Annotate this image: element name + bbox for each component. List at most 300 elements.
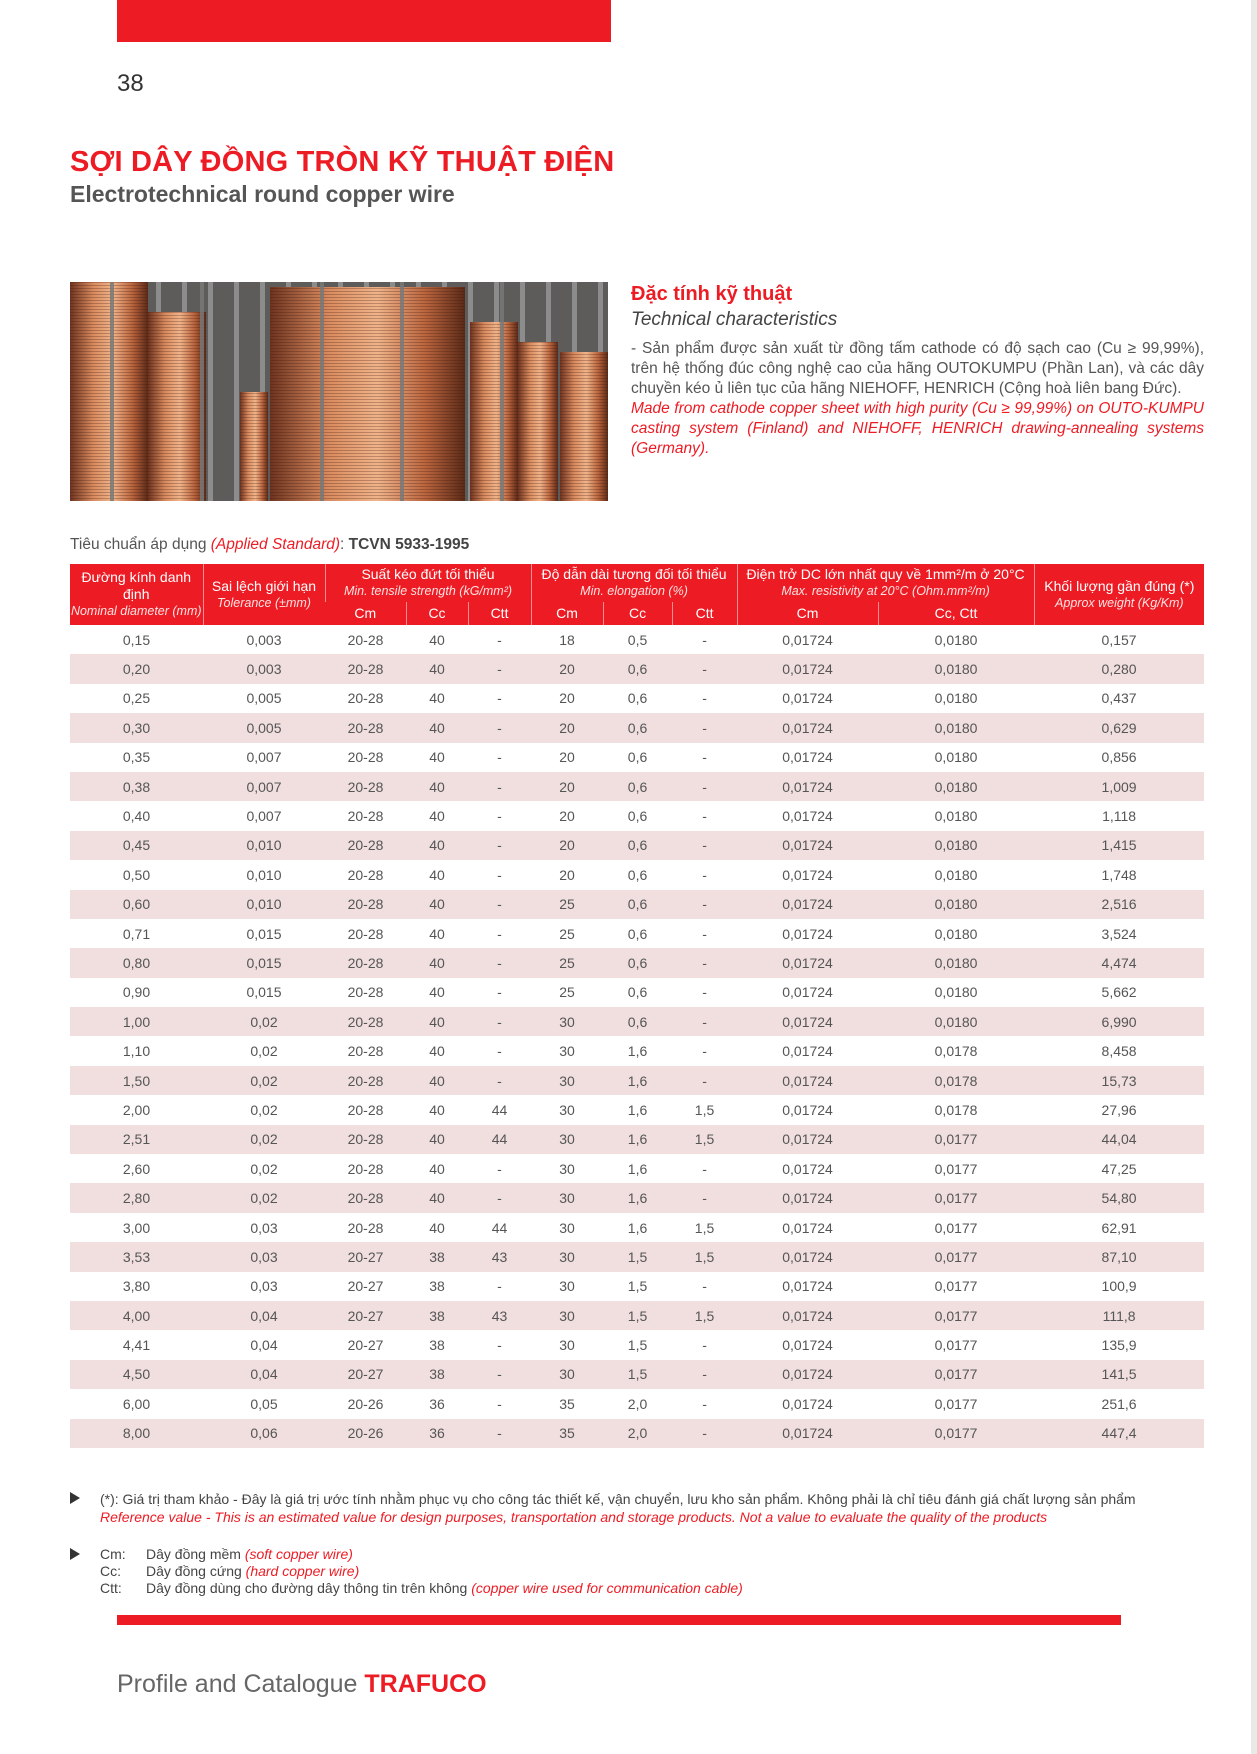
cell-diameter: 4,50 <box>70 1360 203 1389</box>
cell-weight: 1,415 <box>1034 831 1204 860</box>
cell-resistivity-cc-ctt: 0,0177 <box>878 1419 1034 1448</box>
cell-tensile-ctt: - <box>497 925 502 942</box>
cell-resistivity-cc-ctt: 0,0178 <box>878 1066 1034 1095</box>
cell-tolerance: 0,02 <box>203 1125 325 1154</box>
cell-elongation-cm: 30 <box>559 1160 575 1177</box>
table-row <box>70 1389 1204 1418</box>
cell-resistivity-cc-ctt: 0,0177 <box>934 1219 978 1236</box>
table-row <box>70 1154 1204 1183</box>
cell-diameter: 0,15 <box>122 631 151 648</box>
cell-elongation-cc: 1,6 <box>627 1101 648 1118</box>
spec-table-body <box>70 625 1204 1448</box>
cell-tensile-cm: 20-28 <box>325 1066 406 1095</box>
cell-elongation-cc: 0,6 <box>603 772 672 801</box>
cell-tensile-ctt: - <box>468 948 531 977</box>
cell-tolerance: 0,03 <box>250 1219 278 1236</box>
table-row <box>70 1213 1204 1242</box>
tech-text-en: Made from cathode copper sheet with high purity (Cu ≥ 99,99%) on OUTO-KUMPU casting system (Finland) and NIEHOFF, HENRICH drawing-annealing systems (Germany). <box>631 400 1204 457</box>
cell-resistivity-cc-ctt: 0,0180 <box>934 631 978 648</box>
cell-elongation-cm: 20 <box>559 690 575 707</box>
cell-resistivity-cc-ctt: 0,0177 <box>878 1242 1034 1271</box>
cell-elongation-ctt: - <box>702 1160 707 1177</box>
cell-tensile-ctt: - <box>468 1066 531 1095</box>
cell-elongation-cm: 30 <box>531 1007 603 1036</box>
cell-elongation-ctt: - <box>672 1183 737 1212</box>
subheader-tensile-cc: Cc <box>406 602 468 625</box>
page-title-en: Electrotechnical round copper wire <box>70 181 455 207</box>
cell-tolerance: 0,005 <box>203 713 325 742</box>
table-row <box>70 772 1204 801</box>
header-tensile <box>325 564 531 602</box>
cell-tensile-cm: 20-28 <box>347 925 384 942</box>
page-edge <box>1251 0 1257 1754</box>
cell-tensile-cc: 40 <box>406 1183 468 1212</box>
cell-resistivity-cc-ctt: 0,0180 <box>934 690 978 707</box>
table-row <box>70 1301 1204 1330</box>
cell-tolerance: 0,007 <box>203 772 325 801</box>
notes-section <box>70 1490 1210 1597</box>
cell-elongation-ctt: - <box>702 984 707 1001</box>
cell-diameter: 4,00 <box>70 1301 203 1330</box>
cell-tensile-cc: 40 <box>429 749 445 766</box>
cell-elongation-cm: 20 <box>559 749 575 766</box>
cell-tensile-cm: 20-28 <box>325 948 406 977</box>
cell-tensile-cm: 20-28 <box>347 749 384 766</box>
subheader-tensile-cm: Cm <box>325 602 406 625</box>
table-row <box>70 1242 1204 1271</box>
cell-diameter: 3,53 <box>70 1242 203 1271</box>
cell-elongation-cm: 35 <box>559 1395 575 1412</box>
cell-elongation-ctt: - <box>672 831 737 860</box>
cell-tensile-cc: 40 <box>429 1101 445 1118</box>
cell-weight: 135,9 <box>1101 1337 1137 1354</box>
cell-tensile-cm: 20-28 <box>347 1219 384 1236</box>
abbreviation-definition: Dây đồng dùng cho đường dây thông tin trên không (copper wire used for communication cable) <box>146 1580 743 1596</box>
cell-resistivity-cc-ctt: 0,0178 <box>934 1043 978 1060</box>
cell-tensile-cc: 40 <box>406 890 468 919</box>
cell-tolerance: 0,02 <box>203 1066 325 1095</box>
cell-elongation-cm: 20 <box>531 654 603 683</box>
cell-weight: 141,5 <box>1034 1360 1204 1389</box>
copper-coils-illustration <box>70 282 608 501</box>
cell-diameter: 3,80 <box>122 1278 151 1295</box>
cell-weight: 87,10 <box>1034 1242 1204 1271</box>
cell-weight: 54,80 <box>1034 1183 1204 1212</box>
cell-tolerance: 0,003 <box>203 654 325 683</box>
cell-tensile-cm: 20-28 <box>325 1183 406 1212</box>
cell-resistivity-cm: 0,01724 <box>782 1278 833 1295</box>
cell-resistivity-cc-ctt: 0,0177 <box>878 1125 1034 1154</box>
cell-elongation-cc: 1,5 <box>603 1301 672 1330</box>
cell-tensile-ctt: - <box>497 1043 502 1060</box>
cell-tensile-ctt: - <box>497 1160 502 1177</box>
standard-label-en: (Applied Standard) <box>210 536 341 553</box>
header-tolerance-vn: Sai lệch giới hạn <box>211 577 317 594</box>
cell-resistivity-cm: 0,01724 <box>782 808 833 825</box>
cell-tensile-cm: 20-28 <box>347 808 384 825</box>
cell-tensile-cc: 40 <box>429 690 445 707</box>
cell-diameter: 0,38 <box>70 772 203 801</box>
cell-resistivity-cm: 0,01724 <box>782 984 833 1001</box>
cell-tensile-cc: 38 <box>406 1301 468 1330</box>
cell-elongation-cc: 1,5 <box>627 1278 648 1295</box>
cell-weight: 3,524 <box>1101 925 1137 942</box>
cell-elongation-cm: 20 <box>531 772 603 801</box>
cell-resistivity-cc-ctt: 0,0180 <box>878 713 1034 742</box>
table-row <box>70 1183 1204 1212</box>
cell-elongation-cm: 30 <box>531 1183 603 1212</box>
header-elongation <box>531 564 737 602</box>
header-resistivity <box>737 564 1034 602</box>
cell-elongation-cm: 30 <box>531 1360 603 1389</box>
cell-elongation-ctt: 1,5 <box>672 1301 737 1330</box>
cell-elongation-cm: 30 <box>559 1043 575 1060</box>
cell-tensile-cc: 40 <box>406 831 468 860</box>
cell-resistivity-cc-ctt: 0,0180 <box>878 890 1034 919</box>
cell-elongation-ctt: - <box>672 772 737 801</box>
cell-elongation-ctt: 1,5 <box>672 1242 737 1271</box>
cell-tensile-cc: 40 <box>406 948 468 977</box>
cell-tensile-cm: 20-27 <box>325 1301 406 1330</box>
cell-resistivity-cc-ctt: 0,0180 <box>878 772 1034 801</box>
cell-weight: 0,280 <box>1034 654 1204 683</box>
cell-tolerance: 0,03 <box>250 1278 278 1295</box>
cell-tolerance: 0,015 <box>246 925 282 942</box>
cell-weight: 100,9 <box>1101 1278 1137 1295</box>
table-row <box>70 1007 1204 1036</box>
cell-elongation-ctt: - <box>672 890 737 919</box>
cell-tolerance: 0,05 <box>250 1395 278 1412</box>
bottom-accent-bar <box>117 1615 1121 1625</box>
cell-elongation-ctt: - <box>702 866 707 883</box>
cell-elongation-ctt: - <box>702 749 707 766</box>
cell-tensile-ctt: - <box>468 831 531 860</box>
table-row <box>70 1125 1204 1154</box>
cell-elongation-cc: 1,6 <box>603 1183 672 1212</box>
cell-tensile-ctt: - <box>468 713 531 742</box>
cell-tensile-cc: 38 <box>429 1278 445 1295</box>
cell-elongation-ctt: 1,5 <box>694 1219 715 1236</box>
table-row <box>70 1036 1204 1065</box>
table-row <box>70 890 1204 919</box>
cell-diameter: 1,00 <box>70 1007 203 1036</box>
cell-elongation-cc: 0,6 <box>627 690 648 707</box>
cell-tensile-cm: 20-28 <box>325 1007 406 1036</box>
cell-elongation-cm: 25 <box>559 984 575 1001</box>
cell-elongation-cm: 18 <box>559 631 575 648</box>
cell-weight: 44,04 <box>1034 1125 1204 1154</box>
table-row <box>70 1330 1204 1359</box>
page-number: 38 <box>117 70 144 97</box>
cell-resistivity-cm: 0,01724 <box>737 1007 878 1036</box>
cell-resistivity-cm: 0,01724 <box>782 1043 833 1060</box>
cell-resistivity-cm: 0,01724 <box>737 1125 878 1154</box>
cell-resistivity-cc-ctt: 0,0180 <box>878 654 1034 683</box>
cell-diameter: 8,00 <box>70 1419 203 1448</box>
cell-diameter: 0,25 <box>122 690 151 707</box>
cell-resistivity-cm: 0,01724 <box>782 866 833 883</box>
tech-text-vn: - Sản phẩm được sản xuất từ đồng tấm cathode có độ sạch cao (Cu ≥ 99,99%), trên hệ thống đúc công nghệ cao của hãng OUTOKUMPU (Phần Lan), và các dây chuyền kéo ủ liên tục của hãng NIEHOFF, HENRICH (Cộng hoà liên bang Đức). <box>631 340 1204 397</box>
copper-wire-coils-photo <box>70 282 608 501</box>
cell-elongation-ctt: - <box>672 1360 737 1389</box>
cell-tolerance: 0,003 <box>246 631 282 648</box>
cell-resistivity-cm: 0,01724 <box>782 1101 833 1118</box>
cell-tolerance: 0,02 <box>203 1183 325 1212</box>
cell-elongation-ctt: - <box>672 713 737 742</box>
cell-resistivity-cc-ctt: 0,0178 <box>934 1101 978 1118</box>
cell-resistivity-cc-ctt: 0,0177 <box>934 1337 978 1354</box>
cell-elongation-cm: 20 <box>559 808 575 825</box>
cell-tolerance: 0,02 <box>250 1160 278 1177</box>
cell-tolerance: 0,007 <box>246 808 282 825</box>
cell-elongation-ctt: - <box>702 925 707 942</box>
cell-elongation-cc: 1,5 <box>627 1337 648 1354</box>
cell-elongation-ctt: - <box>702 1395 707 1412</box>
cell-tensile-ctt: - <box>468 1183 531 1212</box>
cell-elongation-ctt: - <box>702 808 707 825</box>
cell-tolerance: 0,02 <box>250 1101 278 1118</box>
cell-elongation-ctt: 1,5 <box>672 1125 737 1154</box>
cell-resistivity-cm: 0,01724 <box>782 690 833 707</box>
cell-resistivity-cm: 0,01724 <box>737 1066 878 1095</box>
cell-diameter: 0,80 <box>70 948 203 977</box>
cell-weight: 6,990 <box>1034 1007 1204 1036</box>
table-row <box>70 1360 1204 1389</box>
cell-tensile-ctt: 44 <box>491 1219 508 1236</box>
cell-tensile-cc: 40 <box>406 1125 468 1154</box>
applied-standard <box>70 536 469 554</box>
cell-weight: 2,516 <box>1034 890 1204 919</box>
cell-weight: 0,629 <box>1034 713 1204 742</box>
footer <box>117 1670 487 1699</box>
cell-elongation-cc: 1,5 <box>603 1242 672 1271</box>
abbreviation-key: Ctt: <box>100 1580 122 1596</box>
abbreviation-item <box>100 1563 1210 1580</box>
cell-resistivity-cm: 0,01724 <box>737 713 878 742</box>
cell-tolerance: 0,04 <box>203 1301 325 1330</box>
cell-tensile-cc: 40 <box>429 1043 445 1060</box>
cell-tolerance: 0,015 <box>203 948 325 977</box>
cell-elongation-ctt: - <box>702 631 707 648</box>
cell-weight: 8,458 <box>1101 1043 1137 1060</box>
cell-tensile-cc: 38 <box>406 1360 468 1389</box>
table-row <box>70 654 1204 683</box>
abbreviation-item <box>100 1546 1210 1563</box>
top-accent-bar <box>117 0 611 42</box>
footer-text: Profile and Catalogue <box>117 1670 365 1698</box>
standard-value: TCVN 5933-1995 <box>348 536 470 553</box>
table-row <box>70 919 1204 948</box>
cell-elongation-cm: 30 <box>559 1337 575 1354</box>
cell-tensile-cm: 20-28 <box>347 866 384 883</box>
cell-diameter: 4,41 <box>122 1337 151 1354</box>
cell-elongation-ctt: 1,5 <box>694 1101 715 1118</box>
technical-characteristics <box>631 283 1204 459</box>
cell-tensile-ctt: - <box>497 1337 502 1354</box>
cell-elongation-ctt: - <box>672 948 737 977</box>
cell-tensile-cm: 20-28 <box>347 690 384 707</box>
cell-diameter: 0,50 <box>122 866 151 883</box>
cell-resistivity-cm: 0,01724 <box>737 1242 878 1271</box>
cell-resistivity-cm: 0,01724 <box>737 1301 878 1330</box>
cell-tensile-ctt: - <box>497 631 502 648</box>
cell-tensile-ctt: 44 <box>468 1125 531 1154</box>
table-row <box>70 860 1204 889</box>
cell-elongation-cm: 25 <box>559 925 575 942</box>
table-row <box>70 948 1204 977</box>
cell-tensile-ctt: - <box>497 866 502 883</box>
cell-tensile-cc: 40 <box>429 866 445 883</box>
cell-tensile-cm: 20-28 <box>347 984 384 1001</box>
header-diameter <box>70 564 203 625</box>
cell-elongation-cc: 2,0 <box>603 1419 672 1448</box>
cell-resistivity-cc-ctt: 0,0180 <box>878 948 1034 977</box>
cell-diameter: 6,00 <box>122 1395 151 1412</box>
cell-elongation-cm: 30 <box>559 1278 575 1295</box>
cell-elongation-cm: 30 <box>531 1066 603 1095</box>
cell-tensile-ctt: 43 <box>468 1301 531 1330</box>
cell-resistivity-cm: 0,01724 <box>782 749 833 766</box>
cell-tensile-ctt: - <box>497 749 502 766</box>
cell-elongation-cc: 0,6 <box>627 984 648 1001</box>
cell-tensile-cc: 40 <box>406 772 468 801</box>
cell-resistivity-cm: 0,01724 <box>737 948 878 977</box>
reference-note <box>70 1490 1210 1526</box>
cell-weight: 251,6 <box>1101 1395 1137 1412</box>
cell-diameter: 0,90 <box>122 984 151 1001</box>
cell-weight: 0,157 <box>1101 631 1137 648</box>
spec-table <box>70 564 1204 1448</box>
cell-elongation-cm: 25 <box>531 948 603 977</box>
table-row <box>70 684 1204 713</box>
cell-resistivity-cm: 0,01724 <box>737 1183 878 1212</box>
cell-tensile-cc: 40 <box>429 1219 445 1236</box>
cell-weight: 111,8 <box>1034 1301 1204 1330</box>
cell-diameter: 0,71 <box>122 925 151 942</box>
abbreviations-note <box>70 1546 1210 1597</box>
table-row <box>70 1419 1204 1448</box>
cell-tensile-cc: 40 <box>429 631 445 648</box>
reference-note-vn: (*): Giá trị tham khảo - Đây là giá trị ước tính nhằm phục vụ cho công tác thiết kế, vận chuyển, lưu kho sản phẩm. Không phải là chỉ tiêu đánh giá chất lượng sản phẩm <box>100 1491 1136 1507</box>
cell-resistivity-cc-ctt: 0,0180 <box>934 925 978 942</box>
cell-weight: 5,662 <box>1101 984 1137 1001</box>
cell-elongation-cc: 0,6 <box>627 749 648 766</box>
table-row <box>70 743 1204 772</box>
cell-elongation-cm: 30 <box>531 1242 603 1271</box>
table-row <box>70 801 1204 830</box>
cell-tensile-cm: 20-27 <box>347 1337 384 1354</box>
cell-diameter: 0,45 <box>70 831 203 860</box>
subheader-resistivity-cm: Cm <box>737 602 878 625</box>
header-tensile-en: Min. tensile strength (kG/mm²) <box>343 584 513 598</box>
cell-elongation-cm: 30 <box>531 1125 603 1154</box>
header-weight <box>1034 564 1204 625</box>
cell-elongation-cc: 1,6 <box>603 1125 672 1154</box>
cell-tensile-cm: 20-28 <box>325 831 406 860</box>
abbreviation-item <box>100 1580 1210 1597</box>
cell-tensile-cm: 20-27 <box>325 1360 406 1389</box>
cell-elongation-cc: 0,6 <box>603 713 672 742</box>
table-row <box>70 713 1204 742</box>
cell-tolerance: 0,02 <box>203 1007 325 1036</box>
cell-resistivity-cm: 0,01724 <box>782 631 833 648</box>
cell-tolerance: 0,005 <box>246 690 282 707</box>
cell-weight: 1,009 <box>1034 772 1204 801</box>
header-weight-en: Approx weight (Kg/Km) <box>1055 595 1184 610</box>
abbreviation-key: Cc: <box>100 1563 121 1579</box>
cell-tensile-cm: 20-28 <box>325 772 406 801</box>
cell-tensile-cm: 20-28 <box>347 631 384 648</box>
reference-note-en: Reference value - This is an estimated value for design purposes, transportation and storage products. Not a value to evaluate the quality of the products <box>100 1509 1048 1525</box>
cell-weight: 0,856 <box>1101 749 1137 766</box>
cell-tensile-ctt: - <box>497 984 502 1001</box>
cell-weight: 15,73 <box>1034 1066 1204 1095</box>
cell-diameter: 2,60 <box>122 1160 151 1177</box>
cell-weight: 1,118 <box>1102 808 1137 825</box>
cell-elongation-cm: 25 <box>531 890 603 919</box>
cell-elongation-cc: 0,6 <box>603 948 672 977</box>
cell-tensile-ctt: - <box>497 1278 502 1295</box>
subheader-elongation-cm: Cm <box>531 602 603 625</box>
cell-diameter: 1,10 <box>122 1043 151 1060</box>
bullet-arrow-icon <box>70 1548 80 1560</box>
cell-resistivity-cc-ctt: 0,0177 <box>878 1183 1034 1212</box>
header-tolerance <box>203 564 325 625</box>
cell-elongation-cc: 1,6 <box>627 1043 648 1060</box>
table-row <box>70 1272 1204 1301</box>
cell-tensile-cc: 40 <box>429 1160 445 1177</box>
cell-tensile-cc: 38 <box>429 1337 445 1354</box>
subheader-elongation-ctt: Ctt <box>672 602 737 625</box>
cell-weight: 0,437 <box>1101 690 1137 707</box>
header-tensile-vn: Suất kéo đứt tối thiểu <box>361 566 495 582</box>
cell-resistivity-cm: 0,01724 <box>737 654 878 683</box>
cell-elongation-cm: 30 <box>559 1101 575 1118</box>
cell-tolerance: 0,010 <box>246 866 282 883</box>
cell-tensile-ctt: - <box>497 808 502 825</box>
cell-elongation-cm: 20 <box>531 713 603 742</box>
cell-tensile-ctt: - <box>468 772 531 801</box>
cell-tensile-ctt: - <box>497 690 502 707</box>
cell-elongation-cm: 30 <box>531 1301 603 1330</box>
abbreviation-definition: Dây đồng mềm (soft copper wire) <box>146 1546 353 1562</box>
cell-tensile-ctt: - <box>468 1007 531 1036</box>
table-row <box>70 625 1204 654</box>
cell-diameter: 0,20 <box>70 654 203 683</box>
page-title-vn: SỢI DÂY ĐỒNG TRÒN KỸ THUẬT ĐIỆN <box>70 146 615 178</box>
cell-tensile-ctt: - <box>468 1360 531 1389</box>
header-tolerance-en: Tolerance (±mm) <box>217 595 311 610</box>
cell-diameter: 0,60 <box>70 890 203 919</box>
cell-tensile-cm: 20-27 <box>347 1278 384 1295</box>
subheader-tensile-ctt: Ctt <box>468 602 531 625</box>
cell-diameter: 0,40 <box>122 808 151 825</box>
cell-tensile-ctt: 44 <box>491 1101 508 1118</box>
cell-tensile-cm: 20-28 <box>347 1043 384 1060</box>
cell-tolerance: 0,010 <box>203 831 325 860</box>
cell-elongation-ctt: - <box>672 654 737 683</box>
cell-tensile-cc: 40 <box>406 1066 468 1095</box>
header-elongation-vn: Độ dẫn dài tương đối tối thiểu <box>541 566 727 582</box>
cell-elongation-cc: 0,5 <box>627 631 648 648</box>
cell-resistivity-cc-ctt: 0,0180 <box>878 831 1034 860</box>
cell-resistivity-cm: 0,01724 <box>782 1395 833 1412</box>
cell-resistivity-cc-ctt: 0,0180 <box>934 866 978 883</box>
cell-resistivity-cm: 0,01724 <box>782 925 833 942</box>
cell-elongation-ctt: - <box>672 1419 737 1448</box>
cell-resistivity-cm: 0,01724 <box>782 1219 833 1236</box>
cell-resistivity-cc-ctt: 0,0177 <box>934 1160 978 1177</box>
